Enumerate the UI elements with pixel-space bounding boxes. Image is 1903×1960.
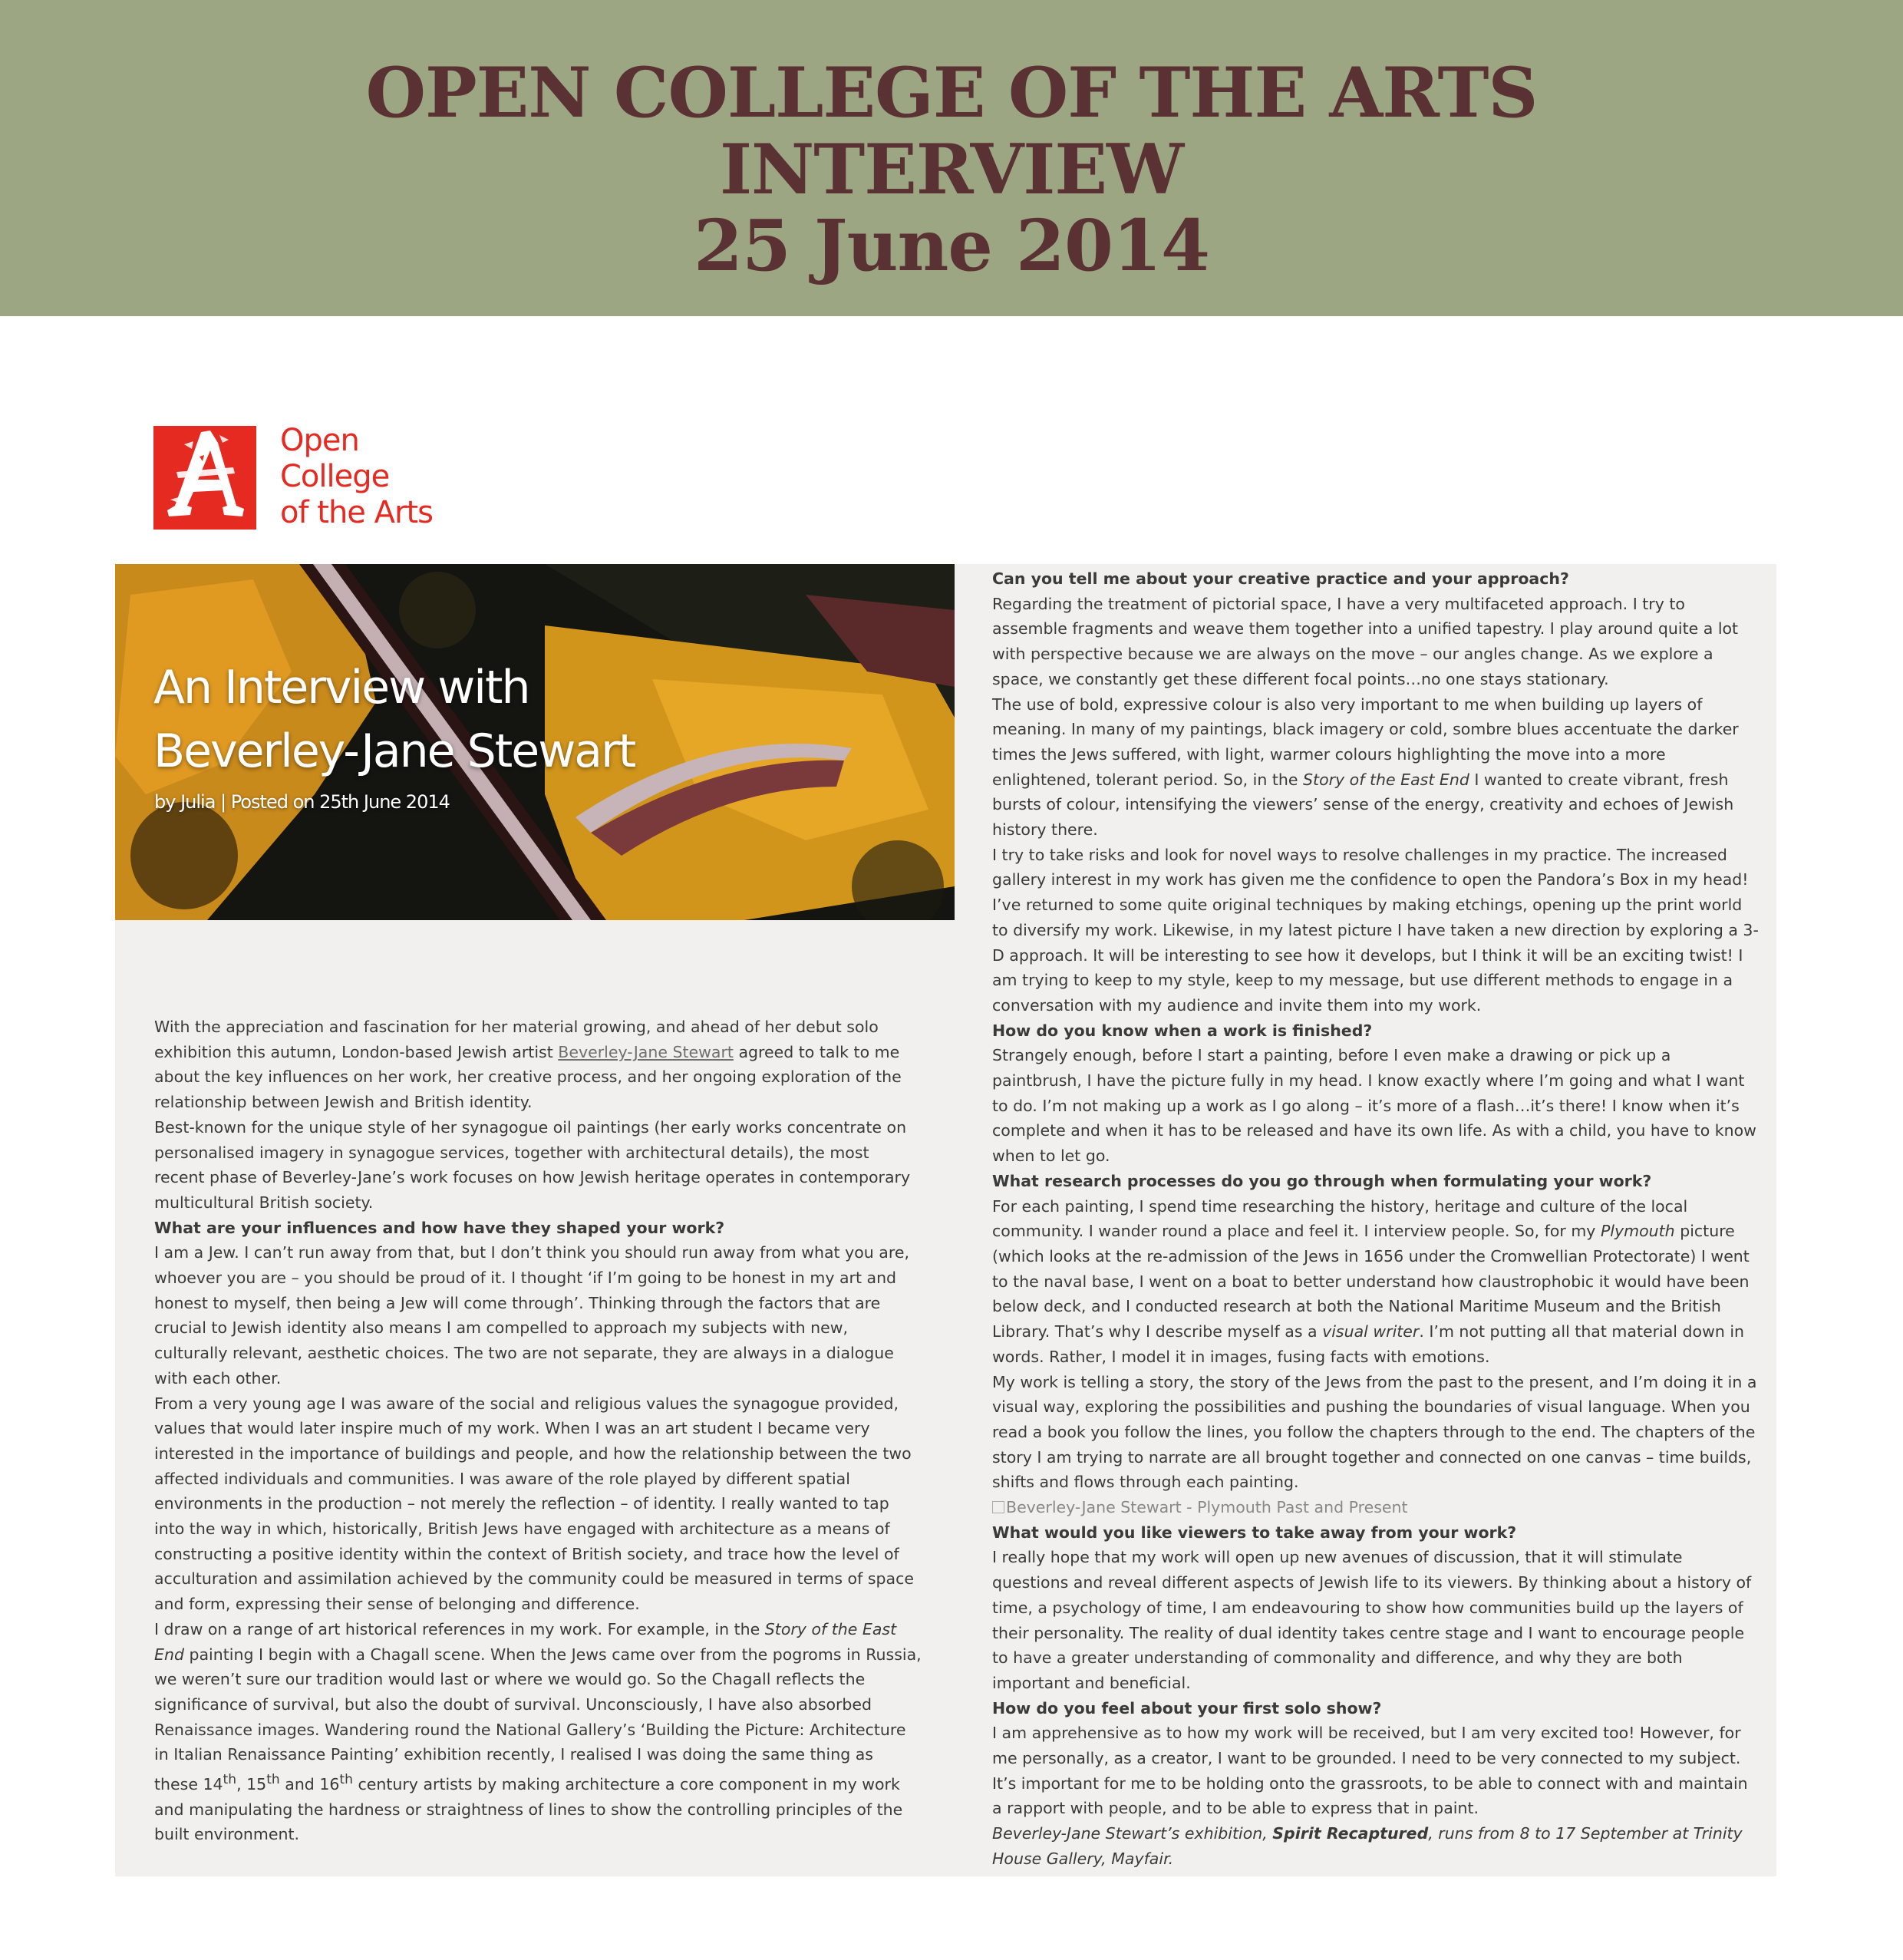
answer-paragraph: Strangely enough, before I start a painting, before I even make a drawing or pick up a paintbrush, I have the picture fully in my head. I know exactly where I’m going and what I want to do. I’m not making up a work as I go along – it’s more of a flash…it’s there! I know when it’s complete and when it has to be released and have its own life. As with a child, you have to know when to let go.	[992, 1046, 1756, 1166]
answer-paragraph: I am apprehensive as to how my work will be received, but I am very excited too! However, for me personally, as a creator, I want to be grounded. I need to be very connected to my subject. It’s important for me to be holding onto the grassroots, to be able to connect with and maintain a rapport with people, and to be able to express that in paint.	[992, 1724, 1748, 1818]
question-heading: What would you like viewers to take away from your work?	[992, 1523, 1517, 1542]
answer-paragraph: From a very young age I was aware of the social and religious values the synagogue provided, values that would later inspire much of my work. When I was an art student I became very interested in the importance of buildings and people, and how the relationship between the two affected individuals and communities. I was aware of the role played by different spatial environments in the production – not merely the reflection – of identity. I really wanted to tap into the way in which, historically, British Jews have engaged with architecture as a means of constructing a positive identity within the context of British society, and trace how the level of acculturation and assimilation achieved by the community could be measured in terms of space and form, expressing their sense of belonging and difference.	[154, 1394, 914, 1614]
header-banner	[0, 0, 1903, 316]
closing-note: Beverley-Jane Stewart’s exhibition, Spirit Recaptured, runs from 8 to 17 September at Trinity House Gallery, Mayfair.	[992, 1824, 1743, 1868]
broken-image-placeholder: Beverley-Jane Stewart - Plymouth Past and Present	[992, 1495, 1760, 1520]
answer-paragraph: The use of bold, expressive colour is also very important to me when building up layers of meaning. In many of my paintings, black imagery or cold, sombre blues accentuate the darker times the Jews suffered, with light, warmer colours highlighting the move into a more enlightened, tolerant period. So, in the Story of the East End I wanted to create vibrant, fresh bursts of colour, intensifying the viewers’ sense of the energy, creativity and echoes of Jewish history there.	[992, 695, 1739, 840]
logo-line-2: College	[280, 459, 390, 494]
intro-paragraph-2: Best-known for the unique style of her synagogue oil paintings (her early works concentrate on personalised imagery in synagogue services, together with architectural details), the most recent phase of Beverley-Jane’s work focuses on how Jewish heritage operates in contemporary multicultural British society.	[154, 1117, 911, 1212]
question-heading: How do you know when a work is finished?	[992, 1021, 1373, 1040]
question-heading: What research processes do you go through when formulating your work?	[992, 1171, 1652, 1190]
article-column-left	[154, 1015, 922, 1847]
logo-line-3: of the Arts	[280, 495, 433, 530]
oca-logo-mark	[153, 426, 256, 530]
intro-paragraph-1: With the appreciation and fascination for her material growing, and ahead of her debut solo exhibition this autumn, London-based Jewish artist Beverley-Jane Stewart agreed to talk to me about the key influences on her work, her creative process, and her ongoing exploration of the relationship between Jewish and British identity.	[154, 1018, 902, 1112]
answer-paragraph: My work is telling a story, the story of the Jews from the past to the present, and I’m doing it in a visual way, exploring the possibilities and pushing the boundaries of visual language. When you read a book you follow the lines, you follow the chapters through to the end. The chapters of the story I am trying to narrate are all brought together and connected on one canvas – time builds, shifts and flows through each painting.	[992, 1372, 1757, 1492]
header-subtitle: INTERVIEW	[719, 129, 1184, 210]
oca-logo	[153, 423, 460, 533]
question-heading: Can you tell me about your creative practice and your approach?	[992, 569, 1569, 588]
answer-paragraph: I really hope that my work will open up new avenues of discussion, that it will stimulate questions and reveal different aspects of Jewish life to its viewers. By thinking about a history of time, a psychology of time, I am endeavouring to show how communities build up the layers of their personality. The reality of dual identity takes centre stage and I want to encourage people to have a greater understanding of commonality and difference, and why they are both important and beneficial.	[992, 1548, 1752, 1692]
hero-title-line-2: Beverley-Jane Stewart	[153, 724, 635, 778]
hero-byline: by Julia | Posted on 25th June 2014	[154, 791, 450, 813]
hero-title-line-1: An Interview with	[153, 661, 529, 714]
hero-image	[115, 564, 955, 920]
answer-paragraph: Regarding the treatment of pictorial space, I have a very multifaceted approach. I try to assemble fragments and weave them together into a unified tapestry. I play around quite a lot with perspective because we are always on the move – our angles change. As we explore a space, we constantly get these different focal points…no one stays stationary.	[992, 594, 1739, 688]
broken-image-icon	[992, 1501, 1004, 1513]
answer-paragraph: I draw on a range of art historical references in my work. For example, in the Story of the East End painting I begin with a Chagall scene. When the Jews came over from the pogroms in Russia, we weren’t sure our tradition would last or where we would go. So the Chagall reflects the significance of survival, but also the doubt of survival. Unconsciously, I have also absorbed Renaissance images. Wandering round the National Gallery’s ‘Building the Picture: Architecture in Italian Renaissance Painting’ exhibition recently, I realised I was doing the same thing as these 14th, 15th and 16th century artists by making architecture a core component in my work and manipulating the hardness or straightness of lines to show the controlling principles of the built environment.	[154, 1619, 922, 1844]
hero-title	[153, 656, 635, 784]
answer-paragraph: For each painting, I spend time researching the history, heritage and culture of the local community. I wander round a place and feel it. I interview people. So, for my Plymouth picture (which looks at the re-admission of the Jews in 1656 under the Cromwellian Protectorate) I went to the naval base, I went on a boat to better understand how claustrophobic it would have been below deck, and I conducted research at both the National Maritime Museum and the British Library. That’s why I describe myself as a visual writer. I’m not putting all that material down in words. Rather, I model it in images, fusing facts with emotions.	[992, 1196, 1750, 1366]
article-column-right	[992, 566, 1760, 1872]
answer-paragraph: I try to take risks and look for novel ways to resolve challenges in my practice. The increased gallery interest in my work has given me the confidence to open the Pandora’s Box in my head! I’ve returned to some quite original techniques by making etchings, opening up the print world to diversify my work. Likewise, in my latest picture I have taken a new direction by exploring a 3-D approach. It will be interesting to see how it develops, but I think it will be an exciting twist! I am trying to keep to my style, keep to my message, but use different methods to engage in a conversation with my audience and invite them into my work.	[992, 845, 1759, 1015]
header-date: 25 June 2014	[694, 204, 1209, 287]
artist-link[interactable]: Beverley-Jane Stewart	[558, 1042, 734, 1061]
question-heading: What are your influences and how have they shaped your work?	[154, 1218, 725, 1237]
header-title: OPEN COLLEGE OF THE ARTS	[365, 52, 1538, 134]
oca-logo-wordmark	[280, 423, 433, 531]
question-heading: How do you feel about your first solo show?	[992, 1698, 1382, 1717]
answer-paragraph: I am a Jew. I can’t run away from that, but I don’t think you should run away from what you are, whoever you are – you should be proud of it. I thought ‘if I’m going to be honest in my art and honest to myself, then being a Jew will come through’. Thinking through the factors that are crucial to Jewish identity also means I am compelled to approach my subjects with new, culturally relevant, aesthetic choices. The two are not separate, they are always in a dialogue with each other.	[154, 1243, 909, 1388]
logo-line-1: Open	[280, 423, 359, 458]
